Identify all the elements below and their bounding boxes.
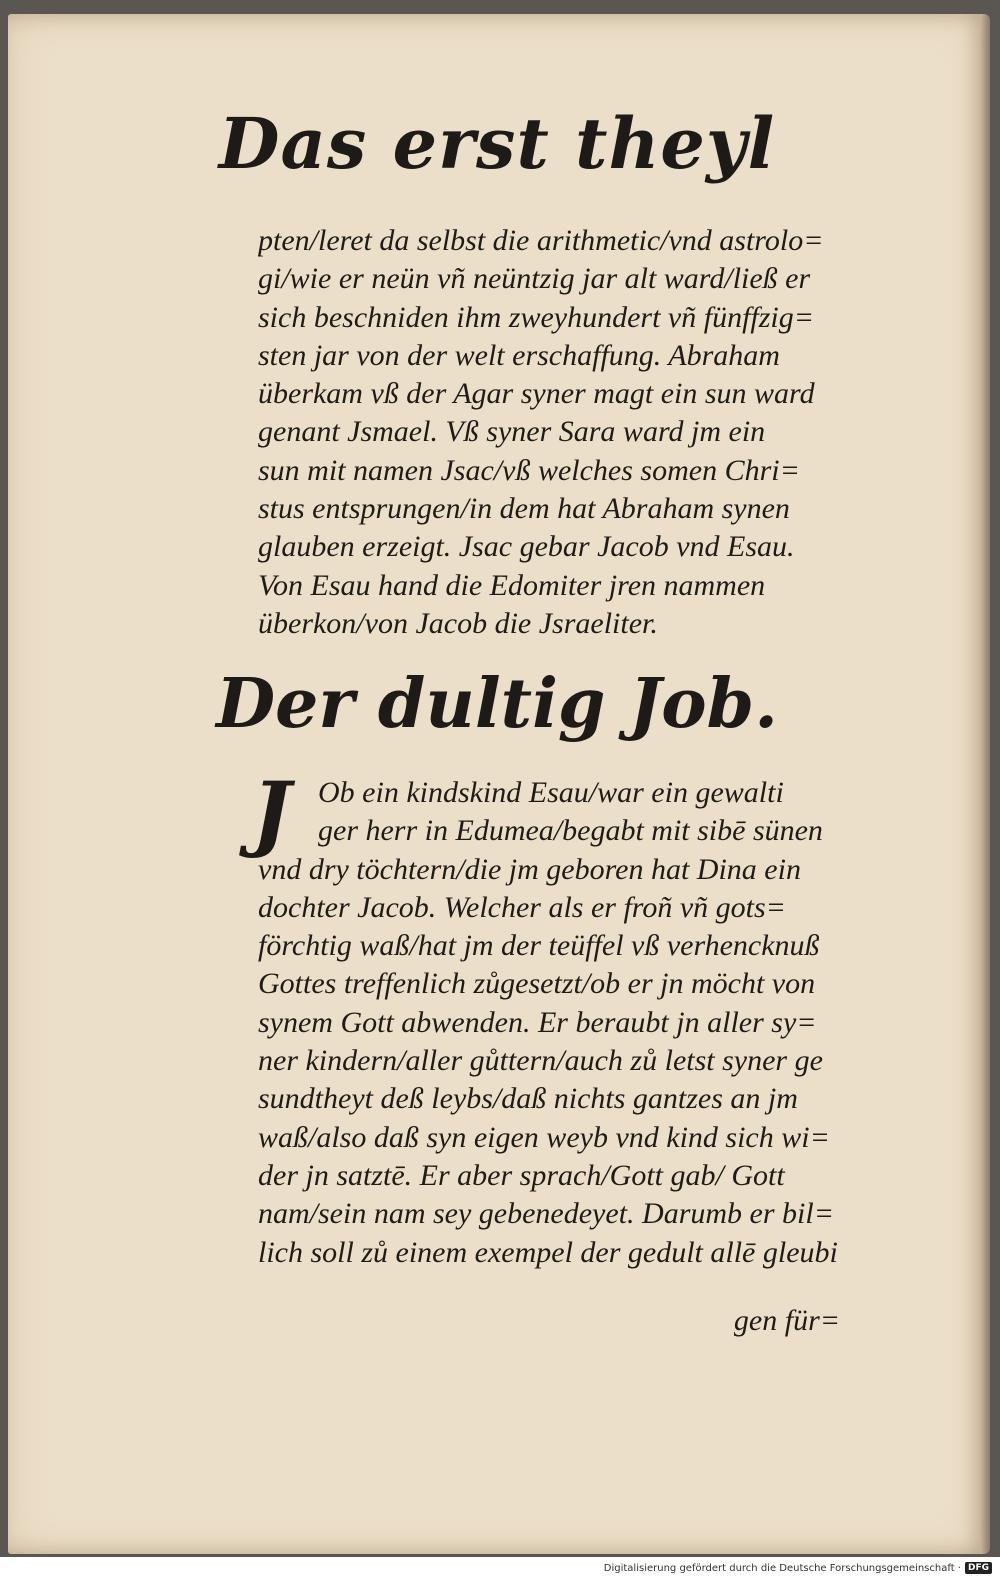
running-header: Das erst theyl: [218, 102, 776, 185]
text-line: sun mit namen Jsac/vß welches somen Chri=: [258, 453, 800, 487]
text-line: überkon/von Jacob die Jsraeliter.: [258, 606, 658, 640]
text-block-2: [252, 765, 868, 1272]
text-line: lich soll zů einem exempel der gedult allē gleubi: [258, 1235, 838, 1269]
text-line: sten jar von der welt erschaffung. Abraham: [258, 338, 780, 372]
text-line: stus entsprungen/in dem hat Abraham synen: [258, 492, 790, 526]
book-page: [8, 14, 986, 1554]
section-heading: Der dultig Job.: [216, 664, 778, 744]
text-line: nam/sein nam sey gebenedeyet. Darumb er bil=: [258, 1197, 834, 1231]
text-line: ger herr in Edumea/begabt mit sibē sünen: [318, 814, 823, 848]
text-line: ner kindern/aller gůttern/auch zů letst syner ge: [258, 1044, 823, 1078]
text-line: synem Gott abwenden. Er beraubt jn aller sy=: [258, 1005, 817, 1039]
text-block-1: [258, 222, 868, 643]
text-line: gi/wie er neün vñ neüntzig jar alt ward/ließ er: [258, 262, 811, 296]
text-line: überkam vß der Agar syner magt ein sun ward: [258, 377, 815, 411]
text-line: Ob ein kindskind Esau/war ein gewalti: [318, 776, 784, 809]
text-line: der jn satztē. Er aber sprach/Gott gab/ Gott: [258, 1158, 785, 1192]
catchword: gen für=: [733, 1304, 840, 1337]
text-line: Von Esau hand die Edomiter jren nammen: [258, 568, 766, 602]
text-line: sundtheyt deß leybs/daß nichts gantzes an jm: [258, 1082, 798, 1116]
text-line: sich beschniden ihm zweyhundert vñ fünffzig=: [258, 300, 814, 334]
text-line: glauben erzeigt. Jsac gebar Jacob vnd Esau.: [258, 530, 795, 564]
text-line: waß/also daß syn eigen weyb vnd kind sich wi=: [258, 1120, 830, 1154]
page-edge: [980, 14, 990, 1554]
text-line: vnd dry töchtern/die jm geboren hat Dina ein: [258, 852, 801, 886]
text-line: dochter Jacob. Welcher als er froñ vñ gots=: [258, 890, 786, 924]
footer-credit: Digitalisierung gefördert durch die Deutsche Forschungsgemeinschaft ·: [603, 1562, 961, 1574]
text-line: förchtig waß/hat jm der teüffel vß verhencknuß: [258, 929, 820, 963]
text-line: Gottes treffenlich zůgesetzt/ob er jn möcht von: [258, 967, 816, 1001]
digitization-footer: [0, 1557, 1000, 1579]
dfg-logo-icon: DFG: [965, 1562, 992, 1574]
drop-cap: J: [252, 765, 291, 861]
text-line: pten/leret da selbst die arithmetic/vnd astrolo=: [258, 224, 824, 257]
text-line: genant Jsmael. Vß syner Sara ward jm ein: [258, 415, 766, 449]
